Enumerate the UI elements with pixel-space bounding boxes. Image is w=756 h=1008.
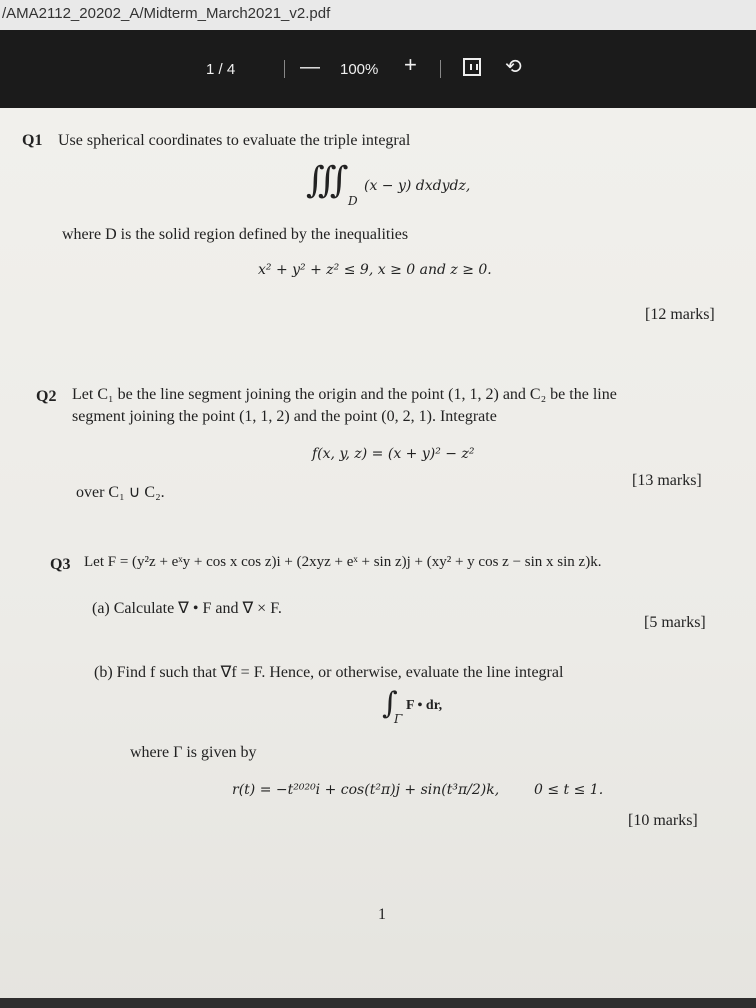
q1-text: Use spherical coordinates to evaluate the triple integral — [58, 132, 411, 149]
q3a-marks: [5 marks] — [644, 614, 706, 631]
q1-marks: [12 marks] — [645, 306, 715, 323]
q1-integrand: (x − y) dxdydz, — [364, 178, 471, 194]
q2-function: f(x, y, z) = (x + y)² − z² — [312, 446, 475, 462]
page-indicator[interactable]: 1 / 4 — [206, 61, 236, 78]
q3b-range: 0 ≤ t ≤ 1. — [534, 782, 604, 798]
q3b-integrand: F • dr, — [406, 698, 443, 713]
q2-line2: segment joining the point (1, 1, 2) and the point (0, 2, 1). Integrate — [72, 408, 497, 425]
triple-integral-sign: ∭ — [306, 160, 349, 201]
rotate-icon[interactable]: ⟲ — [505, 56, 522, 78]
q1-inequalities: x² + y² + z² ≤ 9, x ≥ 0 and z ≥ 0. — [258, 262, 492, 278]
q2-line1: Let C₁ be the line segment joining the origin and the point (1, 1, 2) and C₂ be the line — [72, 386, 617, 403]
q3b-curve: r(t) = −t²⁰²⁰i + cos(t²π)j + sin(t³π/2)k, — [232, 782, 500, 798]
line-integral-sign: ∫ — [382, 686, 398, 721]
bottom-edge — [0, 998, 756, 1008]
q3-vector-field: Let F = (y²z + eˣy + cos x cos z)i + (2xyz + eˣ + sin z)j + (xy² + y cos z − sin x sin z)k. — [84, 554, 602, 570]
q1-where: where D is the solid region defined by the inequalities — [62, 226, 409, 243]
zoom-in-button[interactable]: + — [404, 52, 417, 77]
q3b-marks: [10 marks] — [628, 812, 698, 829]
page-number: 1 — [378, 906, 386, 923]
q2-label: Q2 — [36, 388, 57, 405]
line-integral-subscript: Γ — [394, 712, 403, 726]
pdf-toolbar — [0, 30, 756, 108]
q3a-text: (a) Calculate ∇ • F and ∇ × F. — [92, 600, 282, 617]
q1-label: Q1 — [22, 132, 43, 149]
pdf-page — [0, 108, 756, 1008]
q2-over: over C₁ ∪ C₂. — [76, 484, 165, 501]
file-path-bar: /AMA2112_20202_A/Midterm_March2021_v2.pdf — [0, 0, 756, 30]
integral-subscript: D — [348, 194, 358, 208]
toolbar-divider — [284, 60, 285, 78]
zoom-level[interactable]: 100% — [340, 61, 379, 78]
q2-marks: [13 marks] — [632, 472, 702, 489]
zoom-out-button[interactable]: — — [300, 56, 320, 78]
fit-page-icon[interactable] — [463, 58, 481, 76]
q3b-text: (b) Find f such that ∇f = F. Hence, or otherwise, evaluate the line integral — [94, 664, 564, 681]
q3b-where: where Γ is given by — [130, 744, 257, 761]
toolbar-divider — [440, 60, 441, 78]
q3-label: Q3 — [50, 556, 71, 573]
